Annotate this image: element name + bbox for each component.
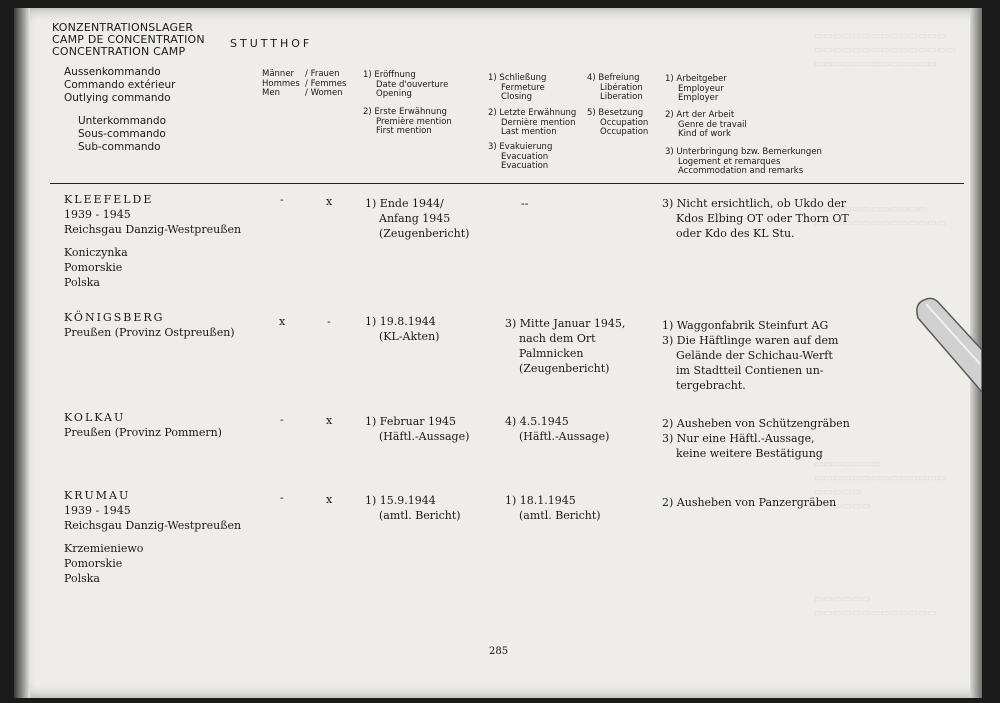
book-binding	[14, 8, 30, 698]
opening-header: 1) Eröffnung Date d'ouverture Opening	[363, 70, 449, 99]
page-number: 285	[489, 646, 509, 657]
outlying-commando-label: Aussenkommando Commando extérieur Outlying commando	[64, 66, 176, 104]
bleed-through-text: ▭▭▭▭▭▭▭▭▭▭▭▭▭▭ ▭▭▭▭▭▭▭▭▭▭▭▭▭▭▭ ▭▭▭▭▭▭▭▭▭▭▭▭▭	[814, 31, 956, 70]
women-flag: x	[326, 195, 333, 208]
closing-cell: 1) 18.1.1945 (amtl. Bericht)	[505, 494, 601, 522]
closing-cell: 3) Mitte Januar 1945, nach dem Ort Palmnicken (Zeugenbericht)	[505, 317, 626, 375]
men-flag: x	[279, 315, 286, 328]
closing-cell: --	[521, 197, 529, 210]
bleed-through-text: ▭▭▭▭▭▭ ▭▭▭▭▭▭▭▭▭▭▭▭▭	[814, 594, 937, 619]
camp-name: STUTTHOF	[230, 37, 313, 50]
page-clip	[912, 292, 982, 392]
bleed-through-text: ▭▭▭▭▭▭▭ ▭▭▭▭▭▭▭▭▭▭▭▭▭▭ ▭▭▭▭▭ ▭▭▭▭▭▭	[814, 459, 947, 512]
liberation-header: 4) Befreiung Libération Liberation	[587, 73, 643, 102]
men-flag: -	[280, 193, 284, 206]
opening-cell: 1) 15.9.1944 (amtl. Bericht)	[365, 494, 461, 522]
camp-title: KONZENTRATIONSLAGER CAMP DE CONCENTRATION CONCENTRATION CAMP	[52, 21, 205, 58]
men-flag: -	[280, 413, 284, 426]
header-divider	[50, 183, 964, 184]
opening-cell: 1) Ende 1944/ Anfang 1945 (Zeugenbericht)	[365, 197, 470, 240]
gender-men-header: Männer Hommes Men	[262, 69, 300, 98]
first-mention-header: 2) Erste Erwähnung Première mention First mention	[363, 107, 452, 136]
women-flag: x	[326, 493, 333, 506]
record-location: KOLKAU Preußen (Provinz Pommern)	[64, 411, 222, 439]
bleed-through-text: ▭▭▭▭▭▭▭▭▭▭▭▭ ▭▭▭▭▭▭▭▭▭▭▭▭▭▭	[814, 204, 947, 229]
sub-commando-label: Unterkommando Sous-commando Sub-commando	[78, 115, 166, 153]
opening-cell: 1) 19.8.1944 (KL-Akten)	[365, 315, 440, 343]
gender-women-header: / Frauen / Femmes / Women	[305, 69, 347, 98]
accommodation-header: 3) Unterbringung bzw. Bemerkungen Logement et remarques Accommodation and remarks	[665, 147, 822, 176]
remarks-cell: 1) Waggonfabrik Steinfurt AG 3) Die Häftlinge waren auf dem Gelände der Schichau-Werft im Stadtteil Contienen un- tergebracht.	[662, 319, 839, 392]
occupation-header: 5) Besetzung Occupation Occupation	[587, 108, 649, 137]
remarks-cell: 2) Ausheben von Schützengräben 3) Nur eine Häftl.-Aussage, keine weitere Bestätigung	[662, 417, 850, 460]
women-flag: x	[326, 414, 333, 427]
remarks-cell: 2) Ausheben von Panzergräben	[662, 496, 837, 509]
record-location: KLEEFELDE 1939 - 1945 Reichsgau Danzig-Westpreußen Koniczynka Pomorskie Polska	[64, 193, 242, 289]
last-mention-header: 2) Letzte Erwähnung Dernière mention Last mention	[488, 108, 577, 137]
work-type-header: 2) Art der Arbeit Genre de travail Kind of work	[665, 110, 747, 139]
employer-header: 1) Arbeitgeber Employeur Employer	[665, 74, 727, 103]
closing-cell: 4) 4.5.1945 (Häftl.-Aussage)	[505, 415, 610, 443]
record-location: KRUMAU 1939 - 1945 Reichsgau Danzig-Westpreußen Krzemieniewo Pomorskie Polska	[64, 489, 242, 585]
remarks-cell: 3) Nicht ersichtlich, ob Ukdo der Kdos Elbing OT oder Thorn OT oder Kdo des KL Stu.	[662, 197, 849, 240]
women-flag: -	[327, 315, 331, 328]
closing-header: 1) Schließung Fermeture Closing	[488, 73, 547, 102]
book-page	[14, 8, 982, 698]
men-flag: -	[280, 491, 284, 504]
opening-cell: 1) Februar 1945 (Häftl.-Aussage)	[365, 415, 470, 443]
evacuation-header: 3) Evakuierung Evacuation Evacuation	[488, 142, 553, 171]
record-location: KÖNIGSBERG Preußen (Provinz Ostpreußen)	[64, 311, 235, 339]
